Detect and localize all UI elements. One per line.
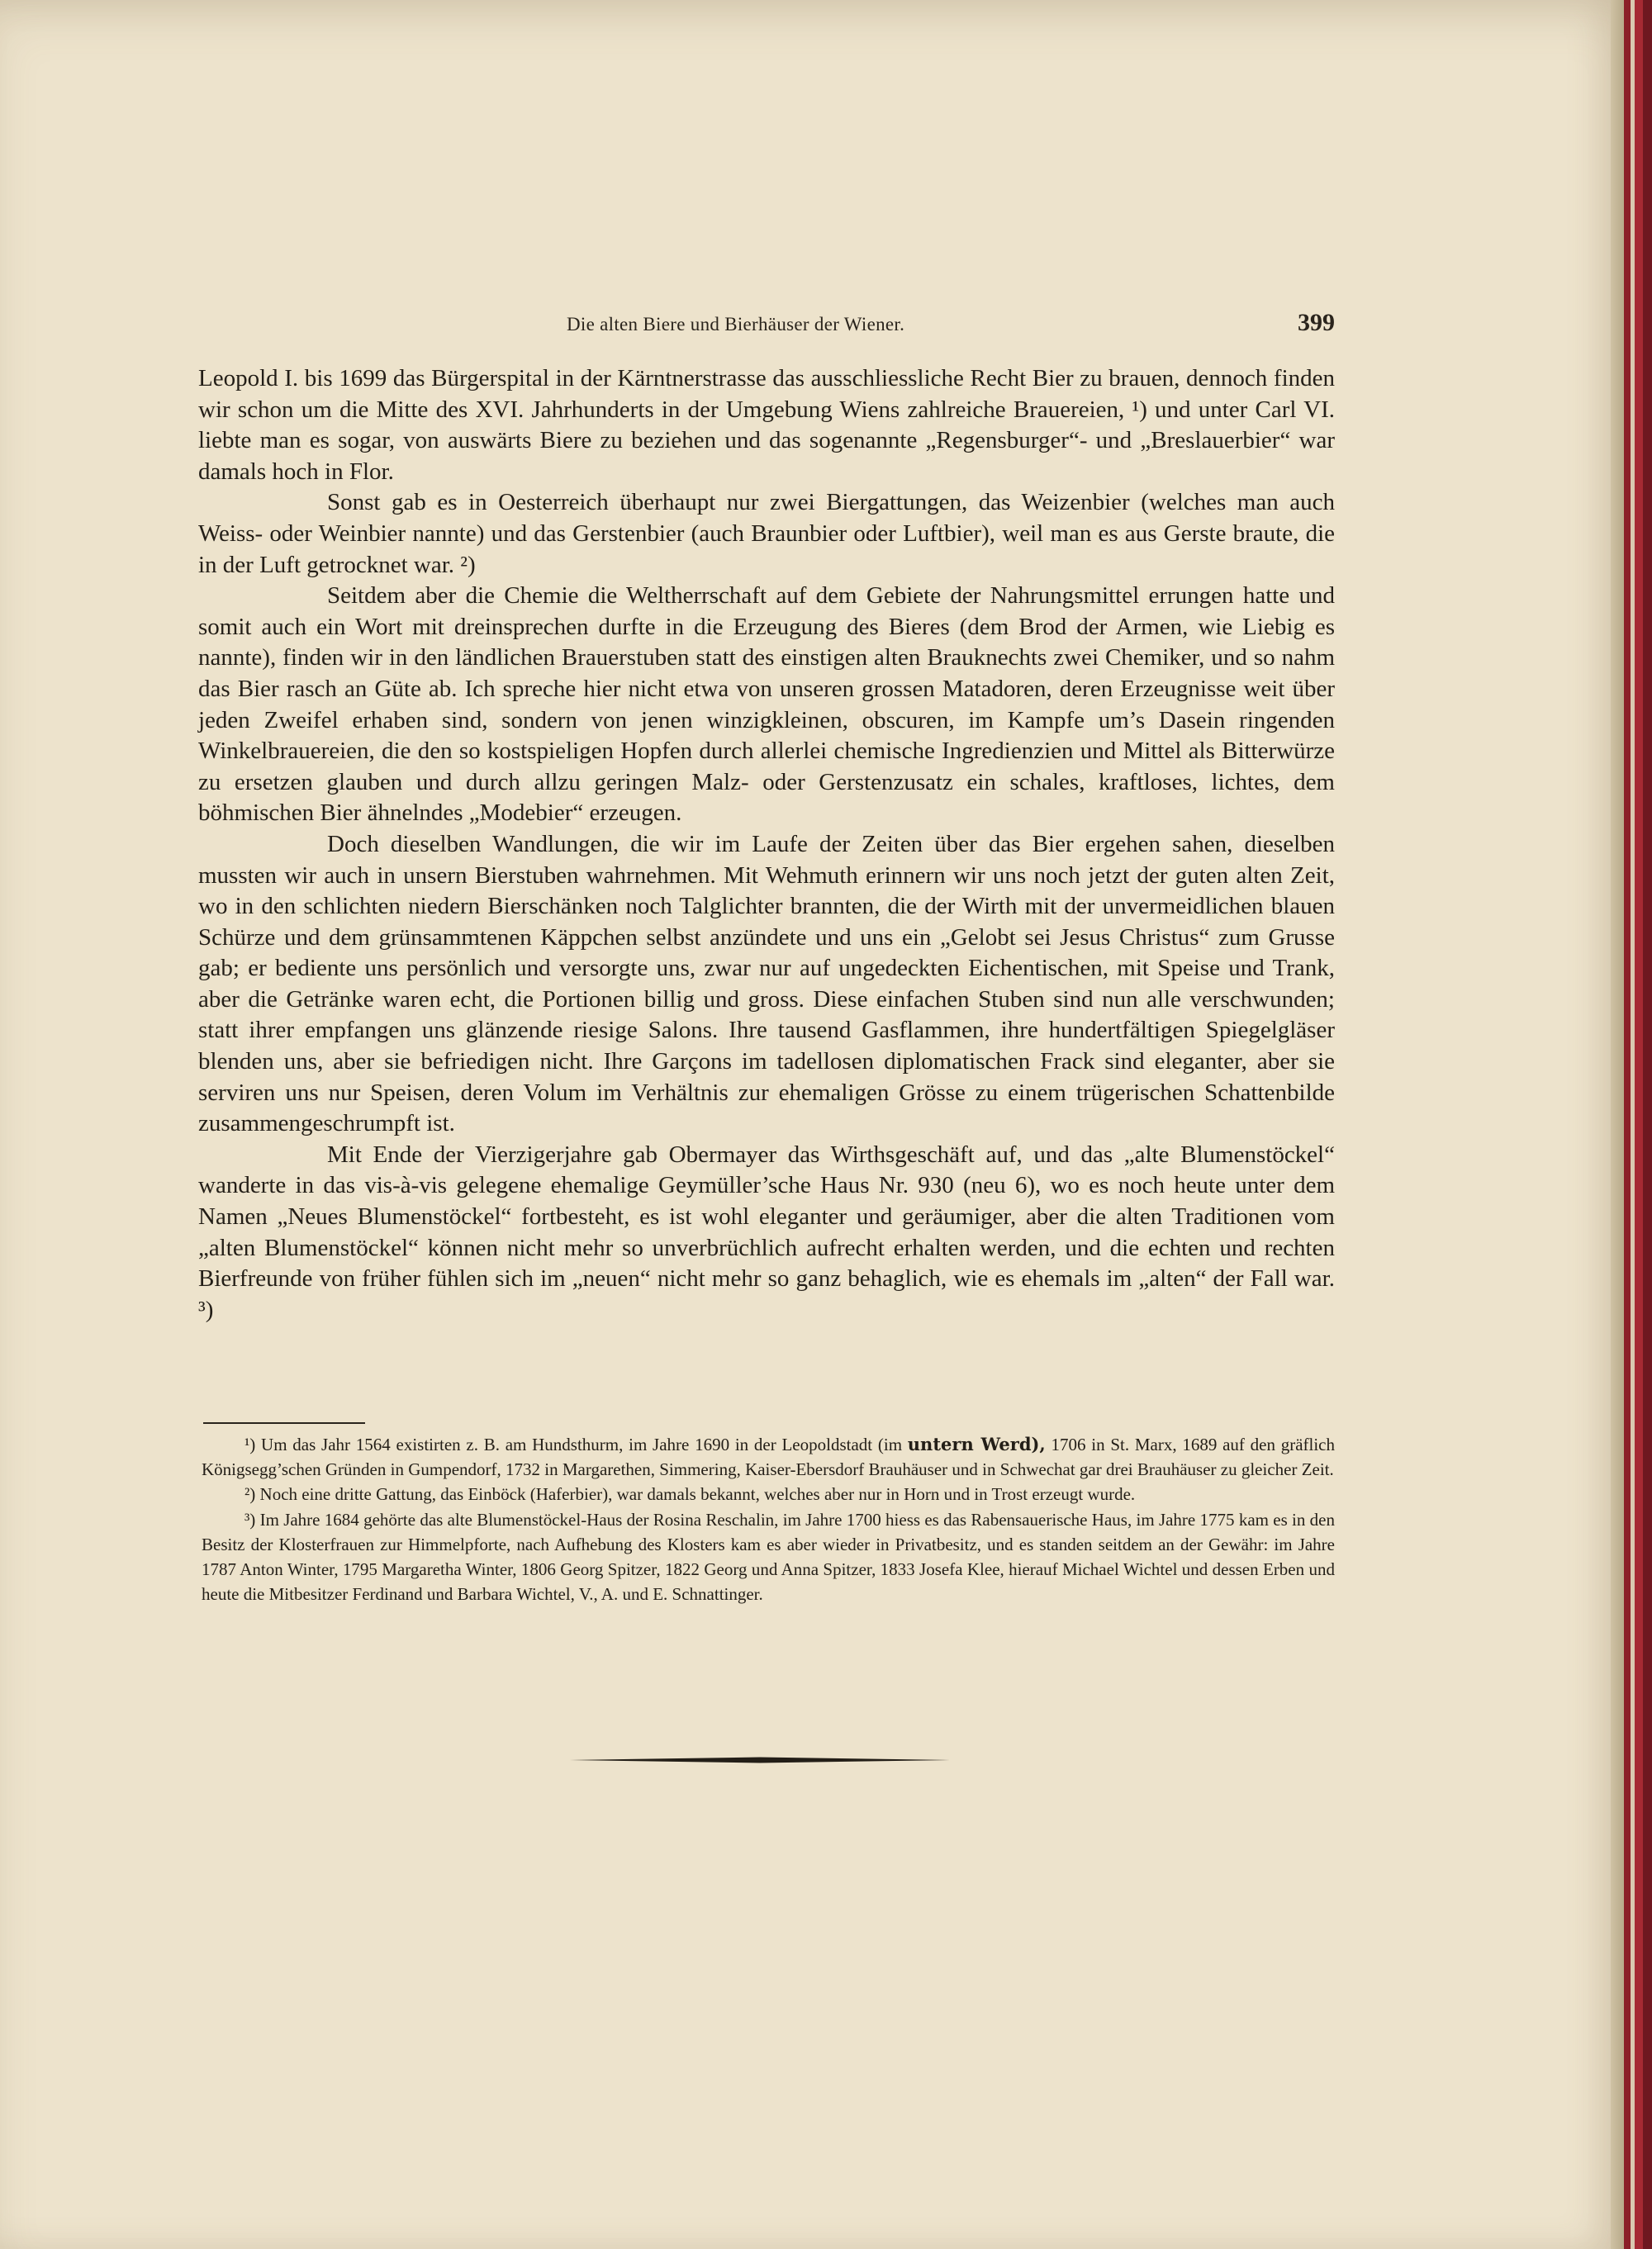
paragraph-3: Seitdem aber die Chemie die Weltherrschaft auf dem Gebiete der Nahrungsmittel errungen hatte und somit auch ein Wort mit dreinsprechen durfte in die Erzeugung des Bieres (dem Brod der Armen, wie Liebig es nannte), finden wir in den ländlichen Brauerstuben statt des einstigen alten Brauknechts zwei Chemiker, und so nahm das Bier rasch an Güte ab. Ich spreche hier nicht etwa von unseren grossen Matadoren, deren Erzeugnisse weit über jeden Zweifel erhaben sind, sondern von jenen winzigkleinen, obscuren, im Kampfe um’s Dasein ringenden Winkelbrauereien, die den so kostspieligen Hopfen durch allerlei chemische Ingredienzien und Mittel als Bitterwürze zu ersetzen glauben und durch allzu geringen Malz- oder Gerstenzusatz ein schales, kraftloses, lichtes, dem böhmischen Bier ähnelndes „Modebier“ erzeugen. (198, 582, 1335, 827)
binding-edge-red (1624, 0, 1631, 2249)
footnote-1-rest: 1706 in St. Marx, 1689 auf den gräflich Königsegg’schen Gründen in Gumpendorf, 1732 in Margarethen, Simmering, Kaiser-Ebersdorf Brauhäuser und in Schwechat gar drei Brauhäuser zu gleicher Zeit. (202, 1435, 1335, 1480)
paragraph-4: Doch dieselben Wandlungen, die wir im Laufe der Zeiten über das Bier ergehen sahen, dieselben mussten wir auch in unsern Bierstuben wahrnehmen. Mit Wehmuth erinnern wir uns noch jetzt der guten alten Zeit, wo in den schlichten niedern Bierschänken noch Talglichter brannten, die der Wirth mit der unvermeidlichen blauen Schürze und dem grünsammtenen Käppchen selbst anzündete und uns ein „Gelobt sei Jesus Christus“ zum Grusse gab; er bediente uns persönlich und versorgte uns, zwar nur auf ungedeckten Eichentischen, mit Speise und Trank, aber die Getränke waren echt, die Portionen billig und gross. Diese einfachen Stuben sind nun alle verschwunden; statt ihrer empfangen uns glänzende riesige Salons. Ihre tausend Gasflammen, ihre hundertfältigen Spiegelgläser blenden uns, aber sie befriedigen nicht. Ihre Garçons im tadellosen diplomatischen Frack sind eleganter, aber sie serviren uns nur Speisen, deren Volum im Verhältnis zur ehemaligen Grösse zu einem trügerischen Schattenbilde zusammengeschrumpft ist. (198, 830, 1335, 1137)
page-stack-edge (1611, 0, 1624, 2249)
binding-edge-dark (1643, 0, 1652, 2249)
paragraph-1: Leopold I. bis 1699 das Bürgerspital in der Kärntnerstrasse das ausschliessliche Recht Bier zu brauen, dennoch finden wir schon um die Mitte des XVI. Jahrhunderts in der Umgebung Wiens zahlreiche Brauereien, ¹) und unter Carl VI. liebte man es sogar, von auswärts Biere zu beziehen und das sogenannte „Regensburger“- und „Breslauerbier“ war damals hoch in Flor. (198, 365, 1335, 485)
footnote-2: ²) Noch eine dritte Gattung, das Einböck (Haferbier), war damals bekannt, welches aber nur in Horn und in Trost erzeugt wurde. (244, 1484, 1136, 1505)
running-title: Die alten Biere und Bierhäuser der Wiener. (567, 314, 905, 335)
footnote-3: ³) Im Jahre 1684 gehörte das alte Blumenstöckel-Haus der Rosina Reschalin, im Jahre 1700 hiess es das Rabensauerische Haus, im Jahre 1775 kam es in den Besitz der Klosterfrauen zur Himmelpforte, nach Aufhebung des Klosters kam es aber wieder in Privatbesitz, und es standen seitdem an der Gewähr: im Jahre 1787 Anton Winter, 1795 Margaretha Winter, 1806 Georg Spitzer, 1822 Georg und Anna Spitzer, 1833 Josefa Klee, hierauf Michael Wichtel und dessen Erben und heute die Mitbesitzer Ferdinand und Barbara Wichtel, V., A. und E. Schnattinger. (202, 1509, 1335, 1605)
footnote-divider (203, 1422, 365, 1424)
footnotes (202, 1432, 1335, 1606)
end-ornament (570, 1757, 950, 1763)
page-header (198, 309, 1335, 350)
footnote-1-blackletter: untern Werd), (907, 1434, 1046, 1454)
page-number: 399 (1298, 309, 1335, 336)
paragraph-5: Mit Ende der Vierzigerjahre gab Obermayer das Wirthsgeschäft auf, und das „alte Blumenstöckel“ wanderte in das vis-à-vis gelegene ehemalige Geymüller’sche Haus Nr. 930 (neu 6), wo es noch heute unter dem Namen „Neues Blumenstöckel“ fortbesteht, es ist wohl eleganter und geräumiger, aber die alten Traditionen vom „alten Blumenstöckel“ können nicht mehr so unverbrüchlich aufrecht erhalten werden, und die echten und rechten Bierfreunde von früher fühlen sich im „neuen“ nicht mehr so ganz behaglich, wie es ehemals im „alten“ der Fall war. ³) (198, 1141, 1335, 1323)
body-text (198, 363, 1335, 1326)
paragraph-2: Sonst gab es in Oesterreich überhaupt nur zwei Biergattungen, das Weizenbier (welches man auch Weiss- oder Weinbier nannte) und das Gerstenbier (auch Braunbier oder Luftbier), weil man es aus Gerste braute, die in der Luft getrocknet war. ²) (198, 489, 1335, 578)
end-ornament-line (570, 1757, 950, 1763)
footnote-1 (202, 1432, 1335, 1482)
binding-edge-red-2 (1635, 0, 1643, 2249)
footnote-1-text: ¹) Um das Jahr 1564 existirten z. B. am Hundsthurm, im Jahre 1690 in der Leopoldstadt (im (244, 1435, 903, 1454)
